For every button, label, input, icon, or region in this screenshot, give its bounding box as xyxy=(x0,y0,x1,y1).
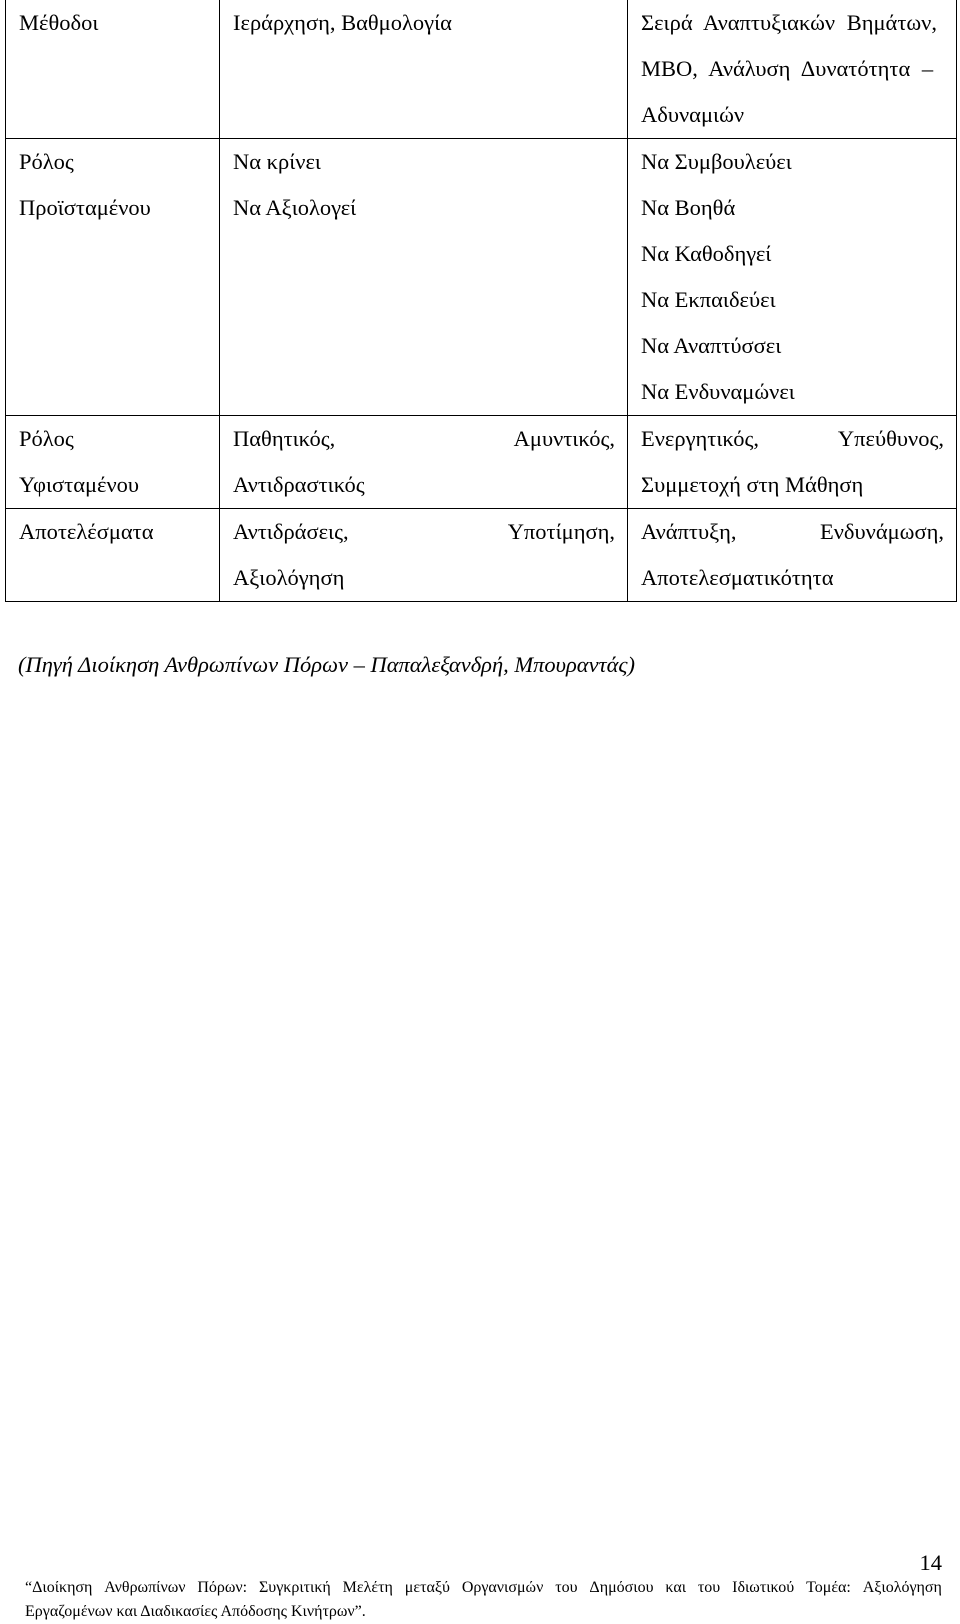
cell-text: Συμμετοχή στη Μάθηση xyxy=(641,472,864,497)
word: Οργανισμών xyxy=(461,1579,544,1596)
row-header-supervisor-role xyxy=(6,139,220,416)
word: Ενεργητικός, xyxy=(641,426,760,451)
traditional-supervisor-role-cell xyxy=(220,139,628,416)
word: Αξιολόγηση xyxy=(862,1579,942,1596)
word: Ανθρωπίνων xyxy=(104,1579,186,1596)
cell-text: Να Εκπαιδεύει xyxy=(641,287,776,312)
cell-text: Να Αναπτύσσει xyxy=(641,333,782,358)
table-row-subordinate-role xyxy=(6,416,957,509)
word: Μελέτη xyxy=(342,1579,393,1596)
cell-text: Αποτελεσματικότητα xyxy=(641,565,834,590)
source-note: (Πηγή Διοίκηση Ανθρωπίνων Πόρων – Παπαλεξανδρή, Μπουραντάς) xyxy=(18,652,636,677)
cell-text: Προϊσταμένου xyxy=(19,195,151,220)
word: Υποτίμηση, xyxy=(507,519,615,544)
table-row-outcomes xyxy=(6,509,957,602)
comparison-table xyxy=(5,0,957,602)
cell-text: Μέθοδοι xyxy=(19,10,99,35)
word: μεταξύ xyxy=(404,1579,450,1596)
word: “Διοίκηση xyxy=(25,1579,93,1596)
cell-text: Ιεράρχηση, Βαθμολογία xyxy=(233,10,452,35)
word: του xyxy=(555,1579,578,1596)
cell-text xyxy=(641,416,944,462)
cell-text: Αξιολόγηση xyxy=(233,565,345,590)
row-header-outcomes xyxy=(6,509,220,602)
developmental-methods-cell xyxy=(628,0,957,139)
word: Ανάπτυξη, xyxy=(641,519,737,544)
word: Ιδιωτικού xyxy=(732,1579,795,1596)
traditional-outcomes-cell xyxy=(220,509,628,602)
cell-text: Ρόλος xyxy=(19,149,74,174)
word: Ενδυνάμωση, xyxy=(819,519,944,544)
cell-text xyxy=(233,416,615,462)
cell-text: Να κρίνει xyxy=(233,149,321,174)
cell-text: ΜΒΟ, Ανάλυση Δυνατότητα – xyxy=(641,56,934,81)
traditional-subordinate-role-cell xyxy=(220,416,628,509)
cell-text xyxy=(233,509,615,555)
developmental-subordinate-role-cell xyxy=(628,416,957,509)
word: Παθητικός, xyxy=(233,426,336,451)
cell-text: Να Καθοδηγεί xyxy=(641,241,772,266)
table-row-supervisor-role xyxy=(6,139,957,416)
cell-text xyxy=(641,509,944,555)
cell-text: Ρόλος xyxy=(19,426,74,451)
word: και xyxy=(665,1579,686,1596)
cell-text: Αδυναμιών xyxy=(641,102,745,127)
footer-line-1 xyxy=(25,1576,942,1600)
page-footer xyxy=(25,1576,942,1624)
word: Υπεύθυνος, xyxy=(837,426,944,451)
word: του xyxy=(697,1579,721,1596)
word: Πόρων: xyxy=(197,1579,248,1596)
traditional-methods-cell xyxy=(220,0,628,139)
page-number: 14 xyxy=(919,1550,942,1575)
row-header-subordinate-role xyxy=(6,416,220,509)
table-row-methods xyxy=(6,0,957,139)
cell-text: Να Βοηθά xyxy=(641,195,736,220)
word: Δημόσιου xyxy=(589,1579,654,1596)
developmental-supervisor-role-cell xyxy=(628,139,957,416)
word: Αμυντικός, xyxy=(513,426,615,451)
developmental-outcomes-cell xyxy=(628,509,957,602)
word: Αντιδράσεις, xyxy=(233,519,349,544)
cell-text: Υφισταμένου xyxy=(19,472,140,497)
word: Τομέα: xyxy=(806,1579,851,1596)
cell-text: Αντιδραστικός xyxy=(233,472,365,497)
cell-text: Να Ενδυναμώνει xyxy=(641,379,795,404)
footer-line-2: Εργαζομένων και Διαδικασίες Απόδοσης Κινήτρων”. xyxy=(25,1603,366,1620)
word: Συγκριτική xyxy=(258,1579,331,1596)
cell-text: Να Αξιολογεί xyxy=(233,195,357,220)
row-header-methods xyxy=(6,0,220,139)
cell-text: Να Συμβουλεύει xyxy=(641,149,792,174)
cell-text: Αποτελέσματα xyxy=(19,519,154,544)
cell-text: Σειρά Αναπτυξιακών Βημάτων, xyxy=(641,10,937,35)
